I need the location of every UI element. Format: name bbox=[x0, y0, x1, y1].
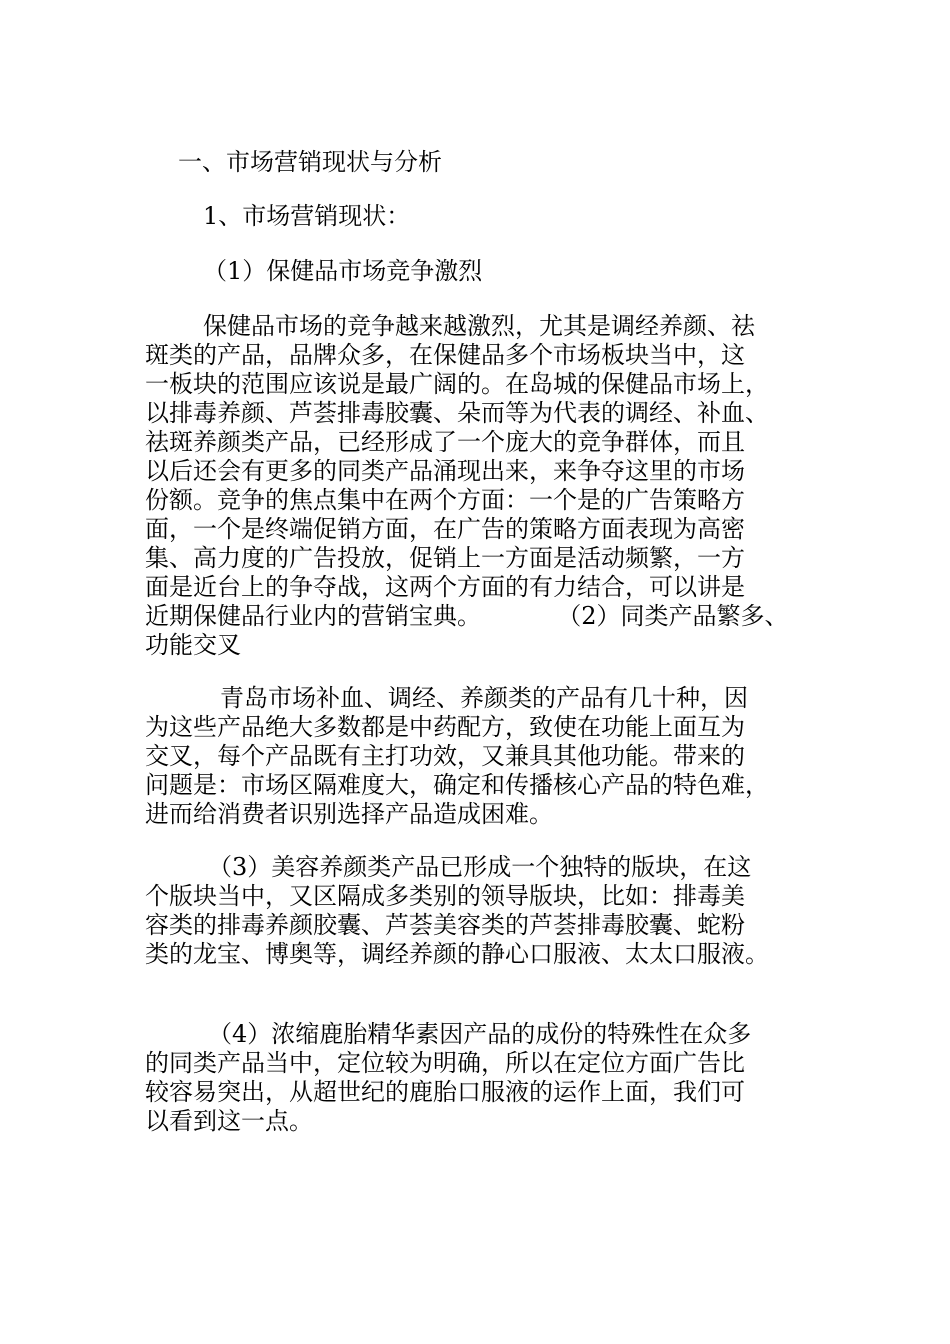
paragraph-line: 青岛市场补血、调经、养颜类的产品有几十种，因 bbox=[220, 684, 748, 712]
paragraph-line: 交叉，每个产品既有主打功效，又兼具其他功能。带来的 bbox=[145, 742, 745, 770]
paragraph-line: 较容易突出，从超世纪的鹿胎口服液的运作上面，我们可 bbox=[145, 1078, 745, 1106]
subsection-heading: 1、市场营销现状： bbox=[203, 202, 411, 230]
paragraph-line: 功能交叉 bbox=[145, 631, 241, 659]
paragraph-line: 保健品市场的竞争越来越激烈，尤其是调经养颜、祛 bbox=[203, 312, 755, 340]
paragraph-line: 以看到这一点。 bbox=[145, 1107, 313, 1135]
paragraph-line: 份额。竞争的焦点集中在两个方面：一个是的广告策略方 bbox=[145, 486, 745, 514]
paragraph-line: 容类的排毒养颜胶囊、芦荟美容类的芦荟排毒胶囊、蛇粉 bbox=[145, 911, 745, 939]
paragraph-line: 以后还会有更多的同类产品涌现出来，来争夺这里的市场 bbox=[145, 457, 745, 485]
paragraph-line: 面，一个是终端促销方面，在广告的策略方面表现为高密 bbox=[145, 515, 745, 543]
paragraph-line: 以排毒养颜、芦荟排毒胶囊、朵而等为代表的调经、补血、 bbox=[145, 399, 769, 427]
paragraph-line: 类的龙宝、博奥等，调经养颜的静心口服液、太太口服液。 bbox=[145, 940, 769, 968]
paragraph-line: 为这些产品绝大多数都是中药配方，致使在功能上面互为 bbox=[145, 713, 745, 741]
paragraph-line: 进而给消费者识别选择产品造成困难。 bbox=[145, 800, 553, 828]
paragraph-line: 一板块的范围应该说是最广阔的。在岛城的保健品市场上， bbox=[145, 370, 769, 398]
paragraph-line: （3）美容养颜类产品已形成一个独特的版块，在这 bbox=[208, 853, 752, 881]
section-heading: 一、市场营销现状与分析 bbox=[178, 148, 442, 176]
paragraph-line: 个版块当中，又区隔成多类别的领导版块，比如：排毒美 bbox=[145, 882, 745, 910]
paragraph-line: 面是近台上的争夺战，这两个方面的有力结合，可以讲是 bbox=[145, 573, 745, 601]
paragraph-line: 近期保健品行业内的营销宝典。 （2）同类产品繁多、 bbox=[145, 602, 789, 630]
paragraph-line: 斑类的产品，品牌众多，在保健品多个市场板块当中，这 bbox=[145, 341, 745, 369]
paragraph-line: 的同类产品当中，定位较为明确，所以在定位方面广告比 bbox=[145, 1049, 745, 1077]
paragraph-line: 祛斑养颜类产品，已经形成了一个庞大的竞争群体，而且 bbox=[145, 428, 745, 456]
paragraph-line: 问题是：市场区隔难度大，确定和传播核心产品的特色难， bbox=[145, 771, 769, 799]
paragraph-line: （4）浓缩鹿胎精华素因产品的成份的特殊性在众多 bbox=[208, 1020, 752, 1048]
item-heading-1: （1）保健品市场竞争激烈 bbox=[203, 257, 483, 285]
paragraph-line: 集、高力度的广告投放，促销上一方面是活动频繁，一方 bbox=[145, 544, 745, 572]
